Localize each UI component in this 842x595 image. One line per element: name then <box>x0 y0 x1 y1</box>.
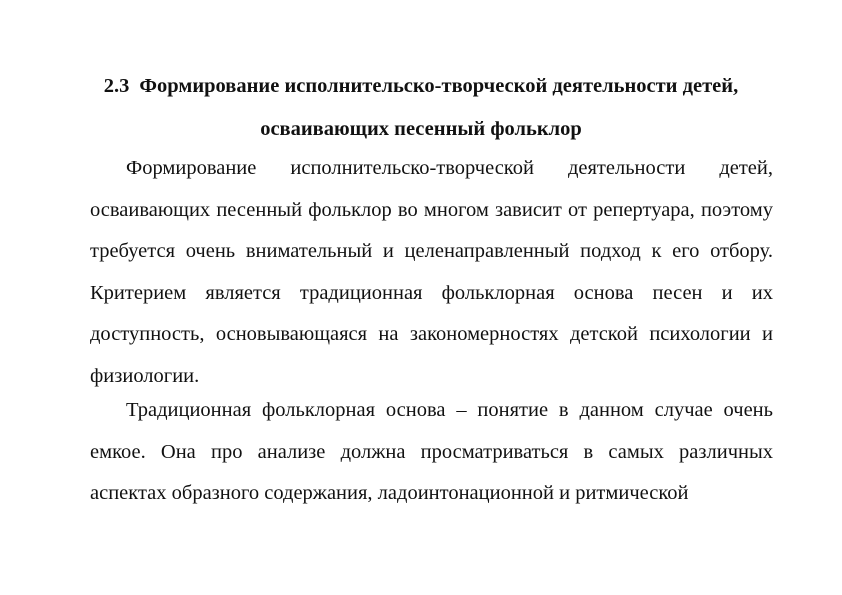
section-heading <box>70 74 772 98</box>
body-paragraph-2: Традиционная фольклорная основа – понятие в данном случае очень емкое. Она про анализе должна просматриваться в самых различных аспектах образного содержания, ладоинтонационной и ритмической <box>90 399 773 504</box>
section-title-line-1: Формирование исполнительско-творческой деятельности детей, <box>139 75 739 97</box>
section-title-line-2: осваивающих песенный фольклор <box>260 118 582 140</box>
body-paragraph-1: Формирование исполнительско-творческой деятельности детей, осваивающих песенный фольклор во многом зависит от репертуара, поэтому требуется очень внимательный и целенаправленный подход к его отбору. Критерием является традиционная фольклорная основа песен и их доступность, основывающаяся на закономерностях детской психологии и физиологии. <box>90 157 773 387</box>
section-number: 2.3 <box>103 75 130 97</box>
